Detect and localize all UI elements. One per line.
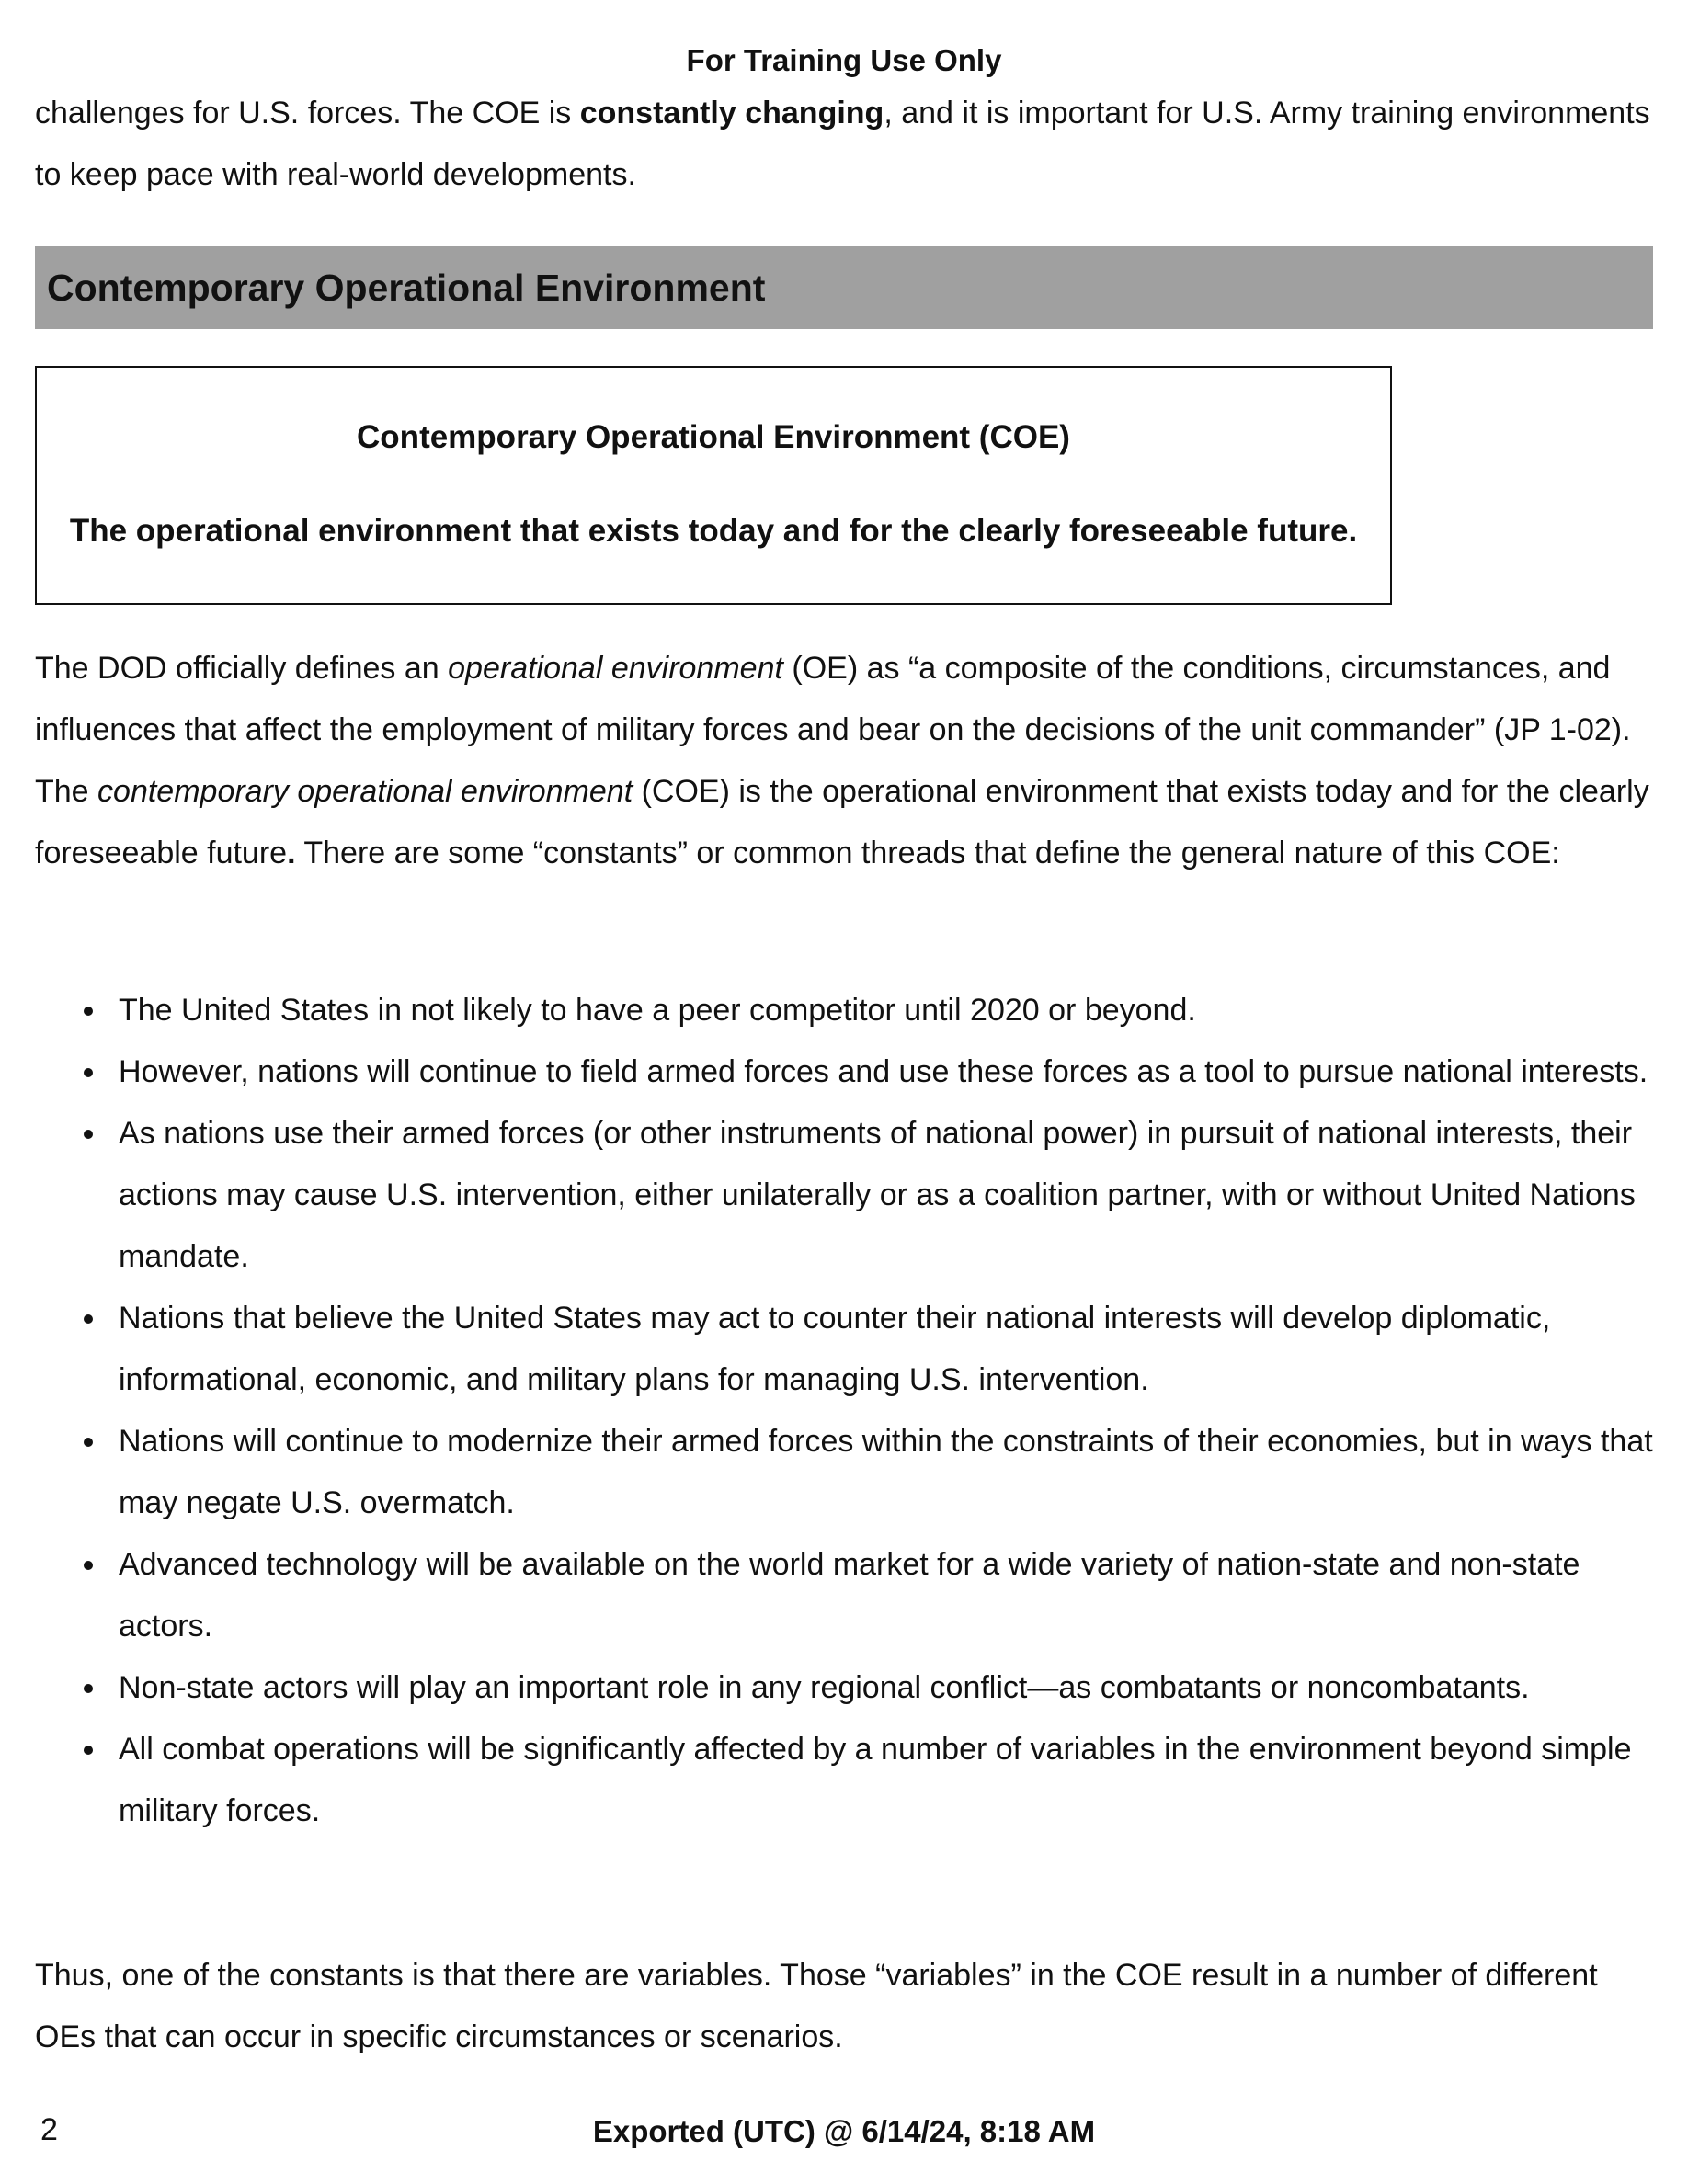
definition-text: The operational environment that exists today and for the clearly foreseeable future. bbox=[69, 513, 1358, 549]
bullet-icon bbox=[84, 1561, 93, 1570]
intro-text-part2: , and it is important for U.S. Army training environments to keep pace with real-world developments. bbox=[35, 96, 1650, 192]
list-item bbox=[35, 1103, 1653, 1288]
para1-bold-period: . bbox=[287, 836, 296, 870]
bullet-icon bbox=[84, 1068, 93, 1077]
list-item bbox=[35, 1719, 1653, 1842]
list-item bbox=[35, 1288, 1653, 1411]
export-timestamp: Exported (UTC) @ 6/14/24, 8:18 AM bbox=[592, 2114, 1096, 2148]
list-item bbox=[35, 1657, 1653, 1719]
list-item bbox=[35, 1534, 1653, 1657]
intro-bold-phrase: constantly changing bbox=[579, 96, 884, 131]
list-item bbox=[35, 980, 1653, 1041]
list-item-text: Nations that believe the United States may act to counter their national interests will develop diplomatic, informational, economic, and military plans for managing U.S. intervention. bbox=[119, 1301, 1551, 1397]
list-item bbox=[35, 1411, 1653, 1534]
para1-text-3: (COE) is the operational environment that exists today and for the clearly foreseeable future bbox=[35, 774, 1649, 870]
variables-paragraph: Thus, one of the constants is that there are variables. Those “variables” in the COE result in a number of different OEs that can occur in specific circumstances or scenarios. bbox=[35, 1958, 1598, 2054]
para1-italic-coe: contemporary operational environment bbox=[97, 774, 633, 809]
intro-paragraph bbox=[35, 83, 1653, 206]
bullet-icon bbox=[84, 1007, 93, 1016]
training-use-header: For Training Use Only bbox=[686, 43, 1002, 77]
para1-text-2: (OE) as “a composite of the conditions, circumstances, and influences that affect the employment of military forces and bear on the decisions of the unit commander” (JP 1-02). The bbox=[35, 651, 1631, 809]
list-item-text: Nations will continue to modernize their armed forces within the constraints of their economies, but in ways that may negate U.S. overmatch. bbox=[119, 1424, 1653, 1520]
list-item bbox=[35, 1041, 1653, 1103]
section-title: Contemporary Operational Environment bbox=[47, 266, 766, 309]
definition-paragraph bbox=[35, 638, 1653, 884]
bullet-icon bbox=[84, 1314, 93, 1324]
bullet-icon bbox=[84, 1746, 93, 1755]
section-heading-bar bbox=[35, 246, 1653, 329]
para1-italic-oe: operational environment bbox=[448, 651, 783, 686]
definition-title: Contemporary Operational Environment (COE) bbox=[357, 419, 1070, 455]
list-item-text: As nations use their armed forces (or other instruments of national power) in pursuit of national interests, their actions may cause U.S. intervention, either unilaterally or as a coalition partner, with or without United Nations mandate. bbox=[119, 1116, 1636, 1274]
list-item-text: Non-state actors will play an important role in any regional conflict—as combatants or noncombatants. bbox=[119, 1670, 1530, 1705]
bullet-icon bbox=[84, 1438, 93, 1447]
list-item-text: Advanced technology will be available on the world market for a wide variety of nation-state and non-state actors. bbox=[119, 1547, 1580, 1644]
definition-box bbox=[35, 366, 1392, 605]
constants-bullet-list bbox=[35, 980, 1653, 1842]
list-item-text: However, nations will continue to field armed forces and use these forces as a tool to pursue national interests. bbox=[119, 1054, 1648, 1089]
para1-text-1: The DOD officially defines an bbox=[35, 651, 449, 686]
page-number: 2 bbox=[40, 2112, 58, 2147]
list-item-text: All combat operations will be significantly affected by a number of variables in the environment beyond simple military forces. bbox=[119, 1732, 1632, 1828]
intro-text-part1: challenges for U.S. forces. The COE is bbox=[35, 96, 580, 131]
bullet-icon bbox=[84, 1130, 93, 1139]
bullet-icon bbox=[84, 1684, 93, 1693]
para1-text-4: There are some “constants” or common threads that define the general nature of this COE: bbox=[295, 836, 1560, 870]
list-item-text: The United States in not likely to have a peer competitor until 2020 or beyond. bbox=[119, 993, 1196, 1028]
